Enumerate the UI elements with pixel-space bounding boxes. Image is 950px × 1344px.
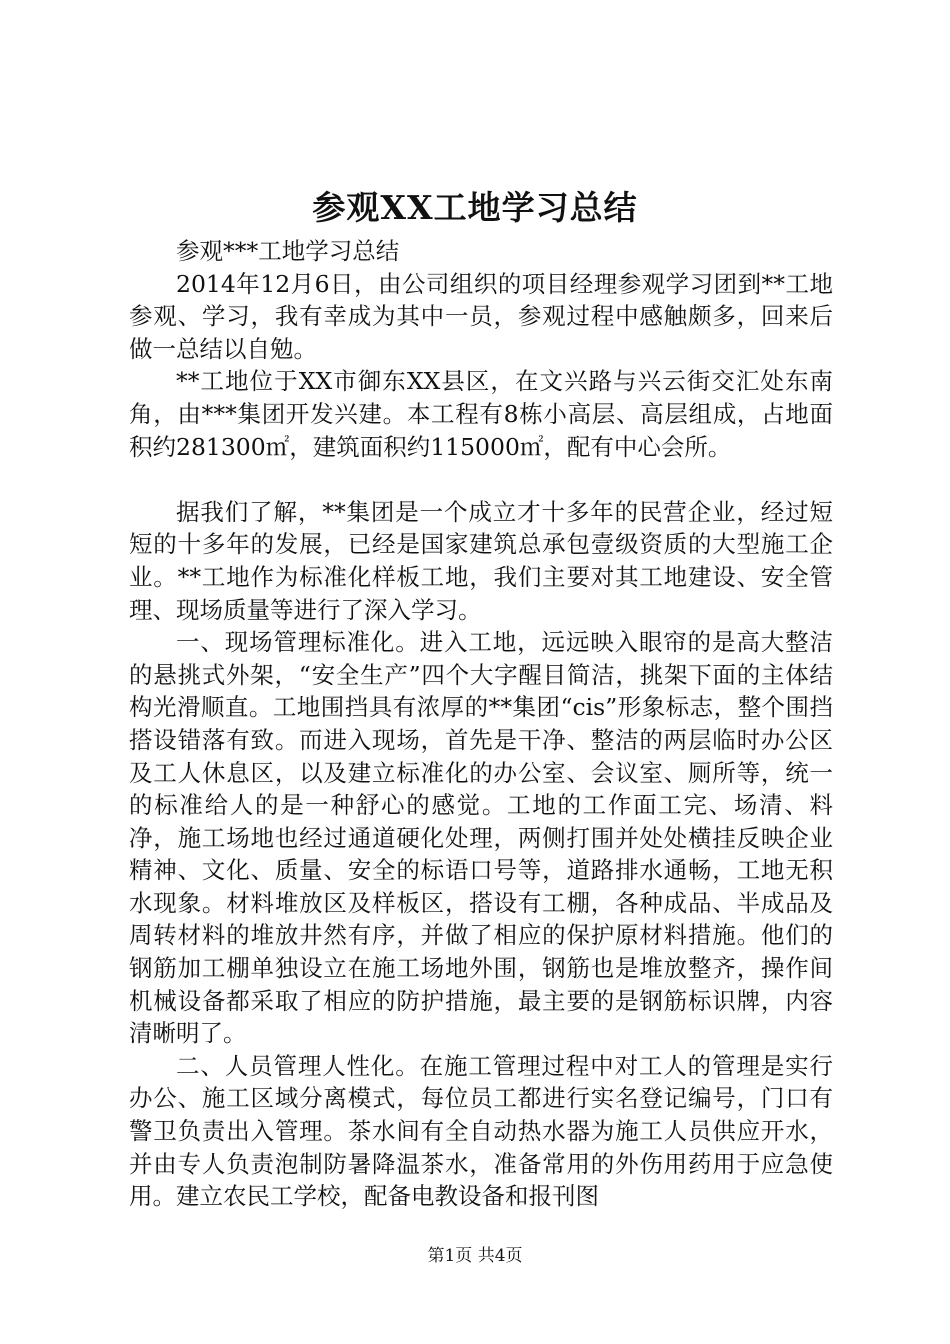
paragraph-blank xyxy=(129,463,833,496)
document-body xyxy=(129,235,833,1213)
page-number-footer: 第1页 共4页 xyxy=(427,1246,523,1266)
paragraph-intro: 2014年12月6日，由公司组织的项目经理参观学习团到**工地参观、学习，我有幸成为其中一员，参观过程中感触颇多，回来后做一总结以自勉。 xyxy=(129,269,833,363)
paragraph-subtitle: 参观***工地学习总结 xyxy=(176,237,400,265)
paragraph-site-management: 一、现场管理标准化。进入工地，远远映入眼帘的是高大整洁的悬挑式外架，“安全生产”四个大字醒目简洁，挑架下面的主体结构光滑顺直。工地围挡具有浓厚的**集团“cis”形象标志，整个围挡搭设错落有致。而进入现场，首先是干净、整洁的两层临时办公区及工人休息区，以及建立标准化的办公室、会议室、厕所等，统一的标准给人的是一种舒心的感觉。工地的工作面工完、场清、料净，施工场地也经过通道硬化处理，两侧打围并处处横挂反映企业精神、文化、质量、安全的标语口号等，道路排水通畅，工地无积水现象。材料堆放区及样板区，搭设有工棚，各种成品、半成品及周转材料的堆放井然有序，并做了相应的保护原材料措施。他们的钢筋加工棚单独设立在施工场地外围，钢筋也是堆放整齐，操作间机械设备都采取了相应的防护措施，最主要的是钢筋标识牌，内容清晰明了。 xyxy=(129,628,833,1048)
paragraph-site-location: **工地位于XX市御东XX县区，在文兴路与兴云街交汇处东南角，由***集团开发兴建。本工程有8栋小高层、高层组成，占地面积约281300㎡，建筑面积约115000㎡，配有中心会所。 xyxy=(129,367,833,461)
document-title: 参观XX工地学习总结 xyxy=(312,188,638,227)
paragraph-personnel-management: 二、人员管理人性化。在施工管理过程中对工人的管理是实行办公、施工区域分离模式，每位员工都进行实名登记编号，门口有警卫负责出入管理。茶水间有全自动热水器为施工人员供应开水，并由专人负责泡制防暑降温茶水，准备常用的外伤用药用于应急使用。建立农民工学校，配备电教设备和报刊图 xyxy=(129,1051,833,1211)
paragraph-company-background: 据我们了解，**集团是一个成立才十多年的民营企业，经过短短的十多年的发展，已经是国家建筑总承包壹级资质的大型施工企业。**工地作为标准化样板工地，我们主要对其工地建设、安全管理、现场质量等进行了深入学习。 xyxy=(129,497,833,624)
